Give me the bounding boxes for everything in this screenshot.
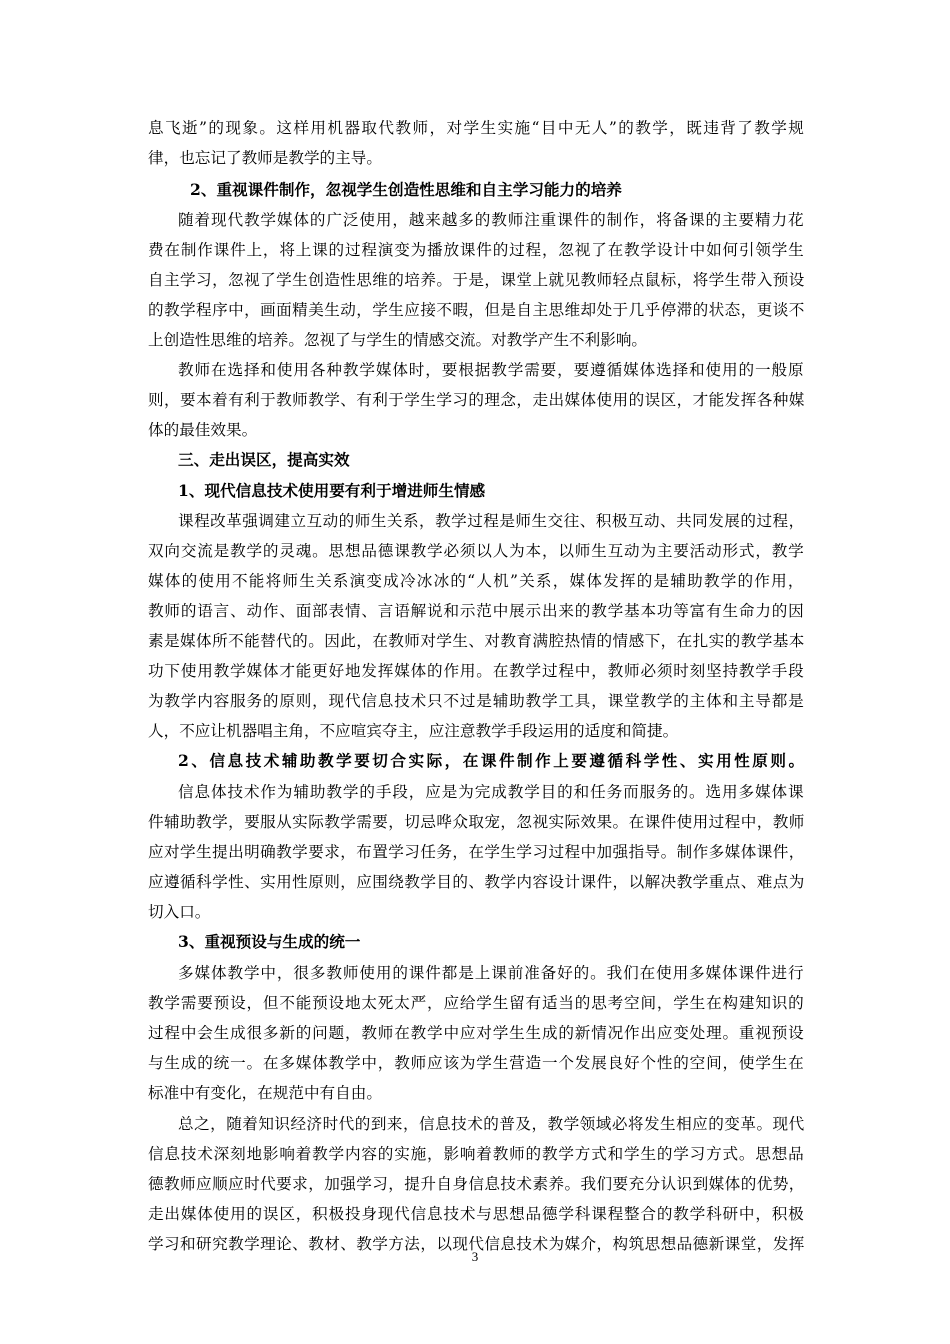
text-line: 信息体技术作为辅助教学的手段，应是为完成教学目的和任务而服务的。选用多媒体课 (178, 783, 805, 801)
page-number: 3 (471, 1249, 479, 1264)
text-line: 与生成的统一。在多媒体教学中，教师应该为学生营造一个发展良好个性的空间，使学生在 (148, 1054, 805, 1072)
text-line: 双向交流是教学的灵魂。思想品德课教学必须以人为本，以师生互动为主要活动形式，教学 (148, 542, 805, 560)
text-line: 体的最佳效果。 (148, 421, 258, 439)
text-line: 过程中会生成很多新的问题，教师在教学中应对学生生成的新情况作出应变处理。重视预设 (148, 1024, 805, 1042)
section-heading: 三、走出误区，提高实效 (178, 450, 350, 469)
section-heading: 1、现代信息技术使用要有利于增进师生情感 (178, 481, 486, 500)
text-line: 件辅助教学，要服从实际教学需要，切忌哗众取宠，忽视实际效果。在课件使用过程中，教师 (148, 813, 805, 831)
text-line: 走出媒体使用的误区，积极投身现代信息技术与思想品德学科课程整合的教学科研中，积极 (148, 1205, 805, 1223)
text-line: 则，要本着有利于教师教学、有利于学生学习的理念，走出媒体使用的误区，才能发挥各种媒 (148, 391, 805, 409)
text-line: 功下使用教学媒体才能更好地发挥媒体的作用。在教学过程中，教师必须时刻坚持教学手段 (148, 662, 805, 680)
text-line: 总之，随着知识经济时代的到来，信息技术的普及，教学领域必将发生相应的变革。现代 (178, 1115, 805, 1133)
text-line: 教师的语言、动作、面部表情、言语解说和示范中展示出来的教学基本功等富有生命力的因 (148, 602, 805, 620)
text-line: 素是媒体所不能替代的。因此，在教师对学生、对教育满腔热情的情感下，在扎实的教学基本 (148, 632, 805, 650)
section-heading: 2、重视课件制作，忽视学生创造性思维和自主学习能力的培养 (190, 180, 622, 199)
text-line: 人，不应让机器唱主角，不应喧宾夺主，应注意教学手段运用的适度和简捷。 (148, 722, 679, 740)
text-line: 学习和研究教学理论、教材、教学方法，以现代信息技术为媒介，构筑思想品德新课堂，发挥 (148, 1235, 805, 1253)
text-line: 切入口。 (148, 903, 211, 921)
text-line: 应遵循科学性、实用性原则，应围绕教学目的、教学内容设计课件，以解决教学重点、难点为 (148, 873, 805, 891)
text-line: 媒体的使用不能将师生关系演变成冷冰冰的“人机”关系，媒体发挥的是辅助教学的作用， (148, 572, 805, 590)
text-line: 信息技术深刻地影响着教学内容的实施，影响着教师的教学方式和学生的学习方式。思想品 (148, 1145, 805, 1163)
text-line: 律，也忘记了教师是教学的主导。 (148, 149, 382, 167)
section-heading: 2、信息技术辅助教学要切合实际，在课件制作上要遵循科学性、实用性原则。 (178, 751, 807, 770)
text-line: 息飞逝”的现象。这样用机器取代教师，对学生实施“目中无人”的教学，既违背了教学规 (148, 119, 806, 137)
text-line: 自主学习，忽视了学生创造性思维的培养。于是，课堂上就见教师轻点鼠标，将学生带入预设 (148, 271, 805, 289)
text-line: 应对学生提出明确教学要求，布置学习任务，在学生学习过程中加强指导。制作多媒体课件， (148, 843, 805, 861)
text-line: 标准中有变化，在规范中有自由。 (148, 1084, 382, 1102)
section-heading: 3、重视预设与生成的统一 (178, 932, 361, 951)
text-line: 上创造性思维的培养。忽视了与学生的情感交流。对教学产生不利影响。 (148, 331, 648, 349)
text-line: 的教学程序中，画面精美生动，学生应接不暇，但是自主思维却处于几乎停滞的状态，更谈不 (148, 301, 805, 319)
text-line: 费在制作课件上，将上课的过程演变为播放课件的过程，忽视了在教学设计中如何引领学生 (148, 241, 805, 259)
text-line: 多媒体教学中，很多教师使用的课件都是上课前准备好的。我们在使用多媒体课件进行 (178, 964, 805, 982)
text-line: 德教师应顺应时代要求，加强学习，提升自身信息技术素养。我们要充分认识到媒体的优势， (148, 1175, 805, 1193)
text-line: 随着现代教学媒体的广泛使用，越来越多的教师注重课件的制作，将备课的主要精力花 (178, 211, 805, 229)
text-line: 为教学内容服务的原则，现代信息技术只不过是辅助教学工具，课堂教学的主体和主导都是 (148, 692, 805, 710)
text-line: 课程改革强调建立互动的师生关系，教学过程是师生交往、积极互动、共同发展的过程， (178, 512, 805, 530)
text-line: 教师在选择和使用各种教学媒体时，要根据教学需要，要遵循媒体选择和使用的一般原 (178, 361, 805, 379)
text-line: 教学需要预设，但不能预设地太死太严，应给学生留有适当的思考空间，学生在构建知识的 (148, 994, 805, 1012)
